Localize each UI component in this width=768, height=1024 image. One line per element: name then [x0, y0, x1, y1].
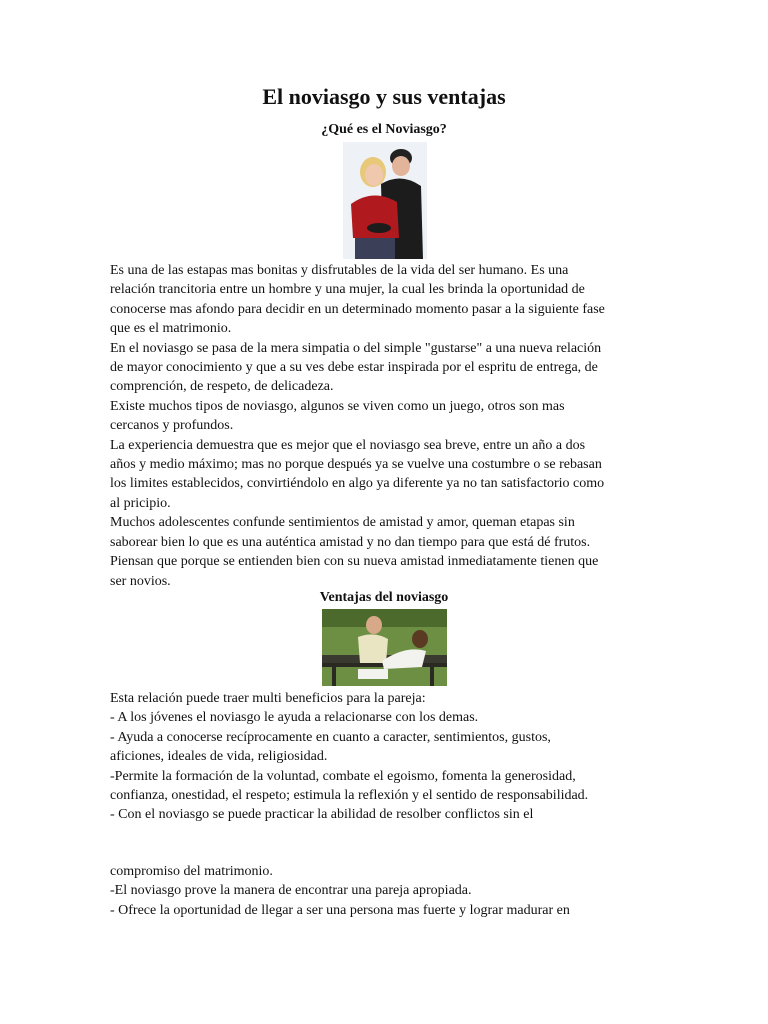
list-item: compromiso del matrimonio. — [110, 864, 273, 879]
page-title: El noviasgo y sus ventajas — [262, 84, 506, 109]
continued-text — [110, 862, 670, 920]
list-item: - A los jóvenes el noviasgo le ayuda a relacionarse con los demas. — [110, 710, 479, 726]
paragraph: Existe muchos tipos de noviasgo, algunos se viven como un juego, otros son mas cercanos y profundos. — [110, 398, 565, 434]
paragraph: La experiencia demuestra que es mejor que el noviasgo sea breve, entre un año a dos años y medio máximo; mas no porque después ya se vuelve una costumbre o se rebasan los limites establecidos, convirtiéndolo en algo ya diferente ya no tan satisfactorio como al pricipio. — [110, 437, 605, 511]
advantages-text — [110, 689, 670, 825]
section-heading-what-is: ¿Qué es el Noviasgo? — [321, 122, 447, 137]
list-item: -Permite la formación de la voluntad, combate el egoismo, fomenta la generosidad, confianza, onestidad, el respeto; estimula la reflexión y el sentido de responsabilidad. — [110, 768, 589, 804]
list-item: - Con el noviasgo se puede practicar la abilidad de resolber conflictos sin el — [110, 807, 534, 823]
paragraph: Es una de las estapas mas bonitas y disfrutables de la vida del ser humano. Es una relación trancitoria entre un hombre y una mujer, la cual les brinda la oportunidad de conocerse mas afondo para decidir en un determinado momento pasar a la siguiente fase que es el matrimonio. — [110, 263, 605, 337]
list-item: - Ayuda a conocerse recíprocamente en cuanto a caracter, sentimientos, gustos, aficiones, ideales de vida, religiosidad. — [110, 729, 551, 765]
paragraph: En el noviasgo se pasa de la mera simpatia o del simple "gustarse" a una nueva relación de mayor conocimiento y que a su ves debe estar inspirada por el espritu de entrega, de comprención, de respeto, de delicadeza. — [110, 340, 602, 395]
couple-photo-icon — [343, 142, 427, 259]
paragraph: Esta relación puede traer multi beneficios para la pareja: — [110, 691, 426, 706]
intro-text — [110, 261, 670, 591]
section-heading-advantages: Ventajas del noviasgo — [319, 590, 449, 605]
list-item: -El noviasgo prove la manera de encontrar una pareja apropiada. — [110, 883, 472, 899]
paragraph: Muchos adolescentes confunde sentimientos de amistad y amor, queman etapas sin saborear bien lo que es una auténtica amistad y no dan tiempo para que está dé frutos. Piensan que porque se entienden bien con su nueva amistad inmediatamente tienen que ser novios. — [110, 515, 599, 589]
park-couple-photo-icon — [322, 609, 447, 686]
list-item: - Ofrece la oportunidad de llegar a ser una persona mas fuerte y lograr madurar en — [110, 902, 570, 918]
